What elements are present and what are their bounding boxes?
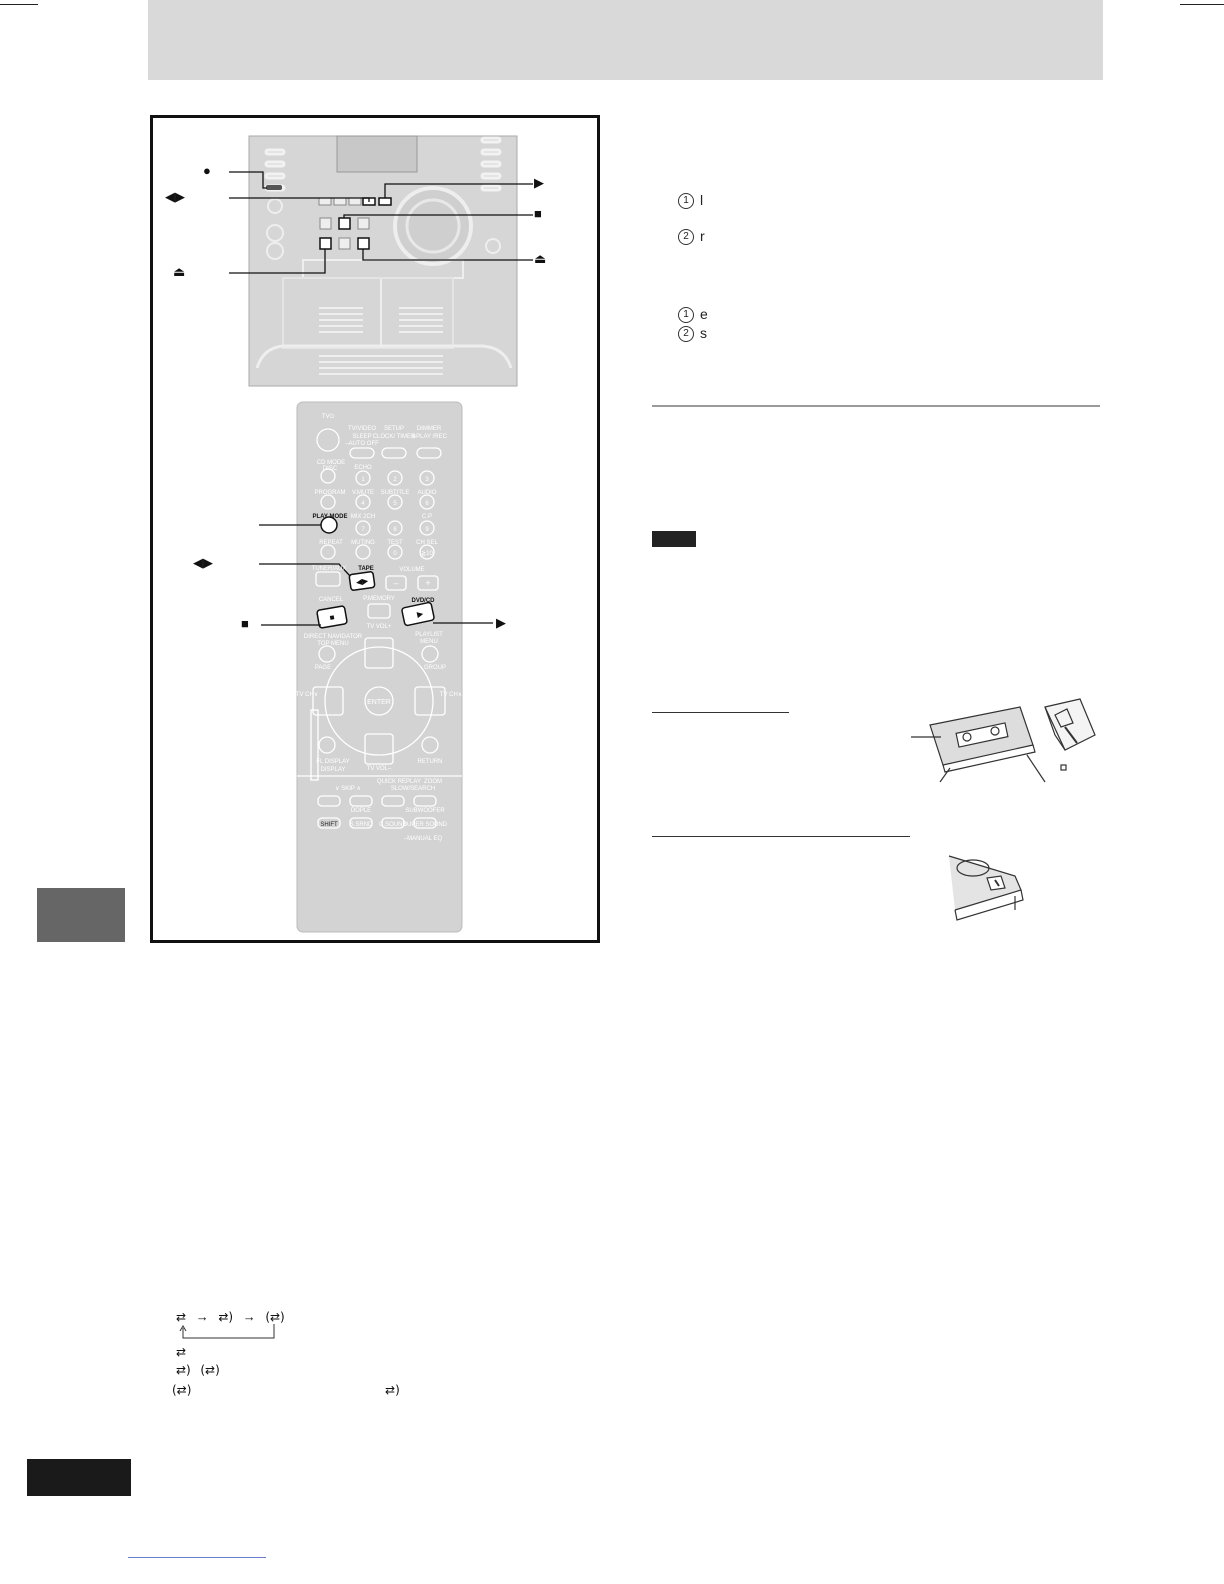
step-text: e bbox=[700, 306, 708, 322]
remote-label-manual-eq: –MANUAL EQ bbox=[403, 836, 443, 842]
remote-label-display: DISPLAY bbox=[320, 767, 346, 773]
remote-label-minus: – bbox=[393, 578, 399, 588]
remote-label-quick-replay: QUICK REPLAY bbox=[377, 779, 421, 785]
step-number: 2 bbox=[678, 326, 694, 342]
arrow-icon: → bbox=[242, 1309, 256, 1324]
repeat-mode-line-3 bbox=[172, 1382, 400, 1397]
remote-digit-2: 2 bbox=[393, 477, 397, 483]
remote-label-c-p: C.P bbox=[421, 514, 433, 520]
section-side-tab bbox=[37, 888, 125, 942]
repeat-icon: ⇄) bbox=[385, 1383, 400, 1397]
remote-label-v-mute: V.MUTE bbox=[351, 490, 375, 496]
subheading-underline-1 bbox=[652, 712, 789, 713]
step-text: r bbox=[700, 228, 705, 244]
remote-label-tv-power: TV⏻ bbox=[321, 414, 335, 420]
step-2-1 bbox=[678, 306, 708, 323]
svg-text:■: ■ bbox=[328, 612, 336, 623]
remote-label-top-menu: TOP MENU bbox=[317, 641, 349, 647]
remote-label-enter: ENTER bbox=[367, 699, 391, 706]
remote-label-clock-timer: CLOCK/ TIMER bbox=[372, 434, 416, 440]
remote-label-playlist: PLAYLIST bbox=[415, 632, 443, 638]
arrow-icon: → bbox=[195, 1309, 209, 1324]
bottom-link-underline[interactable] bbox=[128, 1557, 266, 1558]
callout-play-icon: ▶ bbox=[534, 175, 544, 190]
remote-label-dimmer: DIMMER bbox=[416, 426, 442, 432]
remote-label-super-sound: SUPER SOUND bbox=[402, 822, 448, 828]
remote-digit-0: 0 bbox=[393, 551, 397, 557]
step-2-2 bbox=[678, 325, 707, 342]
remote-label-program: PROGRAM bbox=[314, 490, 346, 496]
remote-digit-4: 4 bbox=[361, 501, 365, 507]
remote-digit-7: 7 bbox=[361, 527, 365, 533]
repeat-icon: ⇄) bbox=[176, 1363, 191, 1377]
remote-label-dvd-super: DOPLE bbox=[350, 808, 372, 814]
remote-label-play-mode: PLAY MODE bbox=[312, 514, 348, 520]
step-number: 1 bbox=[678, 193, 694, 209]
cassette-tab-illustration bbox=[945, 848, 1035, 928]
remote-digit-10: ≧10 bbox=[421, 551, 433, 557]
callout-rec-icon: ● bbox=[203, 163, 211, 178]
step-text: l bbox=[700, 192, 704, 208]
remote-label-tape: TAPE bbox=[358, 566, 374, 572]
remote-label-tv-video: TV/VIDEO bbox=[347, 426, 377, 432]
section-divider bbox=[652, 405, 1100, 407]
repeat-icon: ⇄) bbox=[218, 1310, 234, 1324]
repeat-icon: (⇄) bbox=[172, 1383, 192, 1397]
remote-label-page: PAGE bbox=[314, 665, 332, 671]
remote-label-tuner-aux: TUNER/AUX bbox=[311, 566, 347, 572]
remote-label-zoom: ZOOM bbox=[424, 779, 442, 785]
remote-label-audio: AUDIO bbox=[417, 490, 437, 496]
remote-label-slow-search: SLOW/SEARCH bbox=[390, 786, 436, 792]
header-band bbox=[148, 0, 1103, 80]
remote-label-disc: DISC bbox=[322, 466, 338, 472]
remote-digit-5: 5 bbox=[393, 501, 397, 507]
remote-label-tv-vol-up: TV VOL+ bbox=[366, 624, 392, 630]
remote-label-sleep: SLEEP bbox=[352, 434, 372, 440]
remote-label-tv-vol-down: TV VOL– bbox=[366, 766, 392, 772]
remote-label-plus: + bbox=[425, 578, 431, 588]
remote-label-subtitle: SUBTITLE bbox=[380, 490, 410, 496]
repeat-icon: ⇄ bbox=[176, 1310, 187, 1324]
remote-digit-3: 3 bbox=[425, 477, 429, 483]
remote-label-direct-navigator: DIRECT NAVIGATOR bbox=[303, 634, 363, 640]
remote-label-echo: ECHO bbox=[354, 465, 372, 471]
remote-label-group: GROUP bbox=[423, 665, 447, 671]
step-1-1 bbox=[678, 192, 703, 209]
callout-eject-left-icon: ⏏ bbox=[173, 264, 186, 279]
remote-label-skip: ∨ SKIP ∧ bbox=[335, 786, 361, 792]
remote-label-volume: VOLUME bbox=[399, 567, 425, 573]
repeat-mode-line-1 bbox=[176, 1344, 186, 1359]
remote-label-tv-ch-down: TV CH∨ bbox=[295, 692, 319, 698]
main-unit-drawing bbox=[229, 136, 533, 386]
cassette-illustration bbox=[905, 695, 1105, 785]
note-badge bbox=[652, 531, 696, 547]
repeat-icon: (⇄) bbox=[200, 1363, 220, 1377]
crop-mark-top-left bbox=[0, 4, 38, 5]
remote-label-cancel: CANCEL bbox=[318, 597, 344, 603]
remote-digit-6: 6 bbox=[425, 501, 429, 507]
remote-label-repeat: REPEAT bbox=[319, 540, 343, 546]
remote-label-c-sound: C.SOUND bbox=[379, 822, 407, 828]
remote-label-dvd-cd: DVD/CD bbox=[411, 598, 435, 604]
remote-label-ch-sel: CH SEL bbox=[416, 540, 438, 546]
remote-digit-9: 9 bbox=[425, 527, 429, 533]
remote-label-p-memory: P.MEMORY bbox=[363, 596, 395, 602]
subheading-underline-2 bbox=[652, 836, 910, 837]
remote-label-return: RETURN bbox=[417, 759, 443, 765]
repeat-loop-arrow bbox=[178, 1322, 288, 1342]
repeat-icon: (⇄) bbox=[265, 1310, 285, 1324]
remote-label-fl-display: FL DISPLAY bbox=[316, 759, 350, 765]
svg-text:◀▶: ◀▶ bbox=[355, 576, 369, 587]
remote-digit-8: 8 bbox=[393, 527, 397, 533]
page-number-tab bbox=[27, 1459, 131, 1496]
svg-text:▶: ▶ bbox=[416, 609, 425, 620]
callout-stop-icon: ■ bbox=[534, 206, 542, 221]
remote-label-setup: SETUP bbox=[383, 426, 405, 432]
remote-label-muting: MUTING bbox=[351, 540, 375, 546]
callout-eject-right-icon: ⏏ bbox=[534, 251, 547, 266]
crop-mark-top-right bbox=[1180, 4, 1224, 5]
callout-remote-tape-direction-icon: ◀▶ bbox=[193, 555, 213, 570]
remote-label-auto-off: –AUTO OFF bbox=[345, 441, 379, 447]
step-number: 1 bbox=[678, 307, 694, 323]
figure-illustration bbox=[153, 118, 603, 946]
step-1-2 bbox=[678, 228, 705, 245]
step-number: 2 bbox=[678, 229, 694, 245]
repeat-icon: ⇄ bbox=[176, 1345, 187, 1359]
remote-label-s-srnd: S.SRND bbox=[349, 822, 373, 828]
remote-label-menu: MENU bbox=[420, 639, 438, 645]
callout-tape-direction-icon: ◀▶ bbox=[165, 189, 185, 204]
remote-label-tv-ch-up: TV CH∧ bbox=[439, 692, 463, 698]
remote-label-cd-mode: CD MODE bbox=[316, 460, 346, 466]
remote-digit-1: 1 bbox=[361, 477, 365, 483]
callout-remote-stop-icon: ■ bbox=[241, 616, 249, 631]
step-text: s bbox=[700, 325, 707, 341]
remote-control-drawing bbox=[259, 402, 493, 932]
callout-remote-play-icon: ▶ bbox=[496, 615, 506, 630]
remote-label-mix-2ch: MIX 2CH bbox=[350, 514, 376, 520]
repeat-mode-line-2 bbox=[176, 1362, 220, 1377]
remote-label-test: TEST bbox=[387, 540, 403, 546]
remote-label-play-rec: ⊕PLAY /REC bbox=[411, 434, 447, 440]
figure-frame bbox=[150, 115, 600, 943]
remote-label-shift: SHIFT bbox=[320, 822, 338, 828]
remote-label-super-woofer: SUBWOOFER bbox=[405, 808, 445, 814]
